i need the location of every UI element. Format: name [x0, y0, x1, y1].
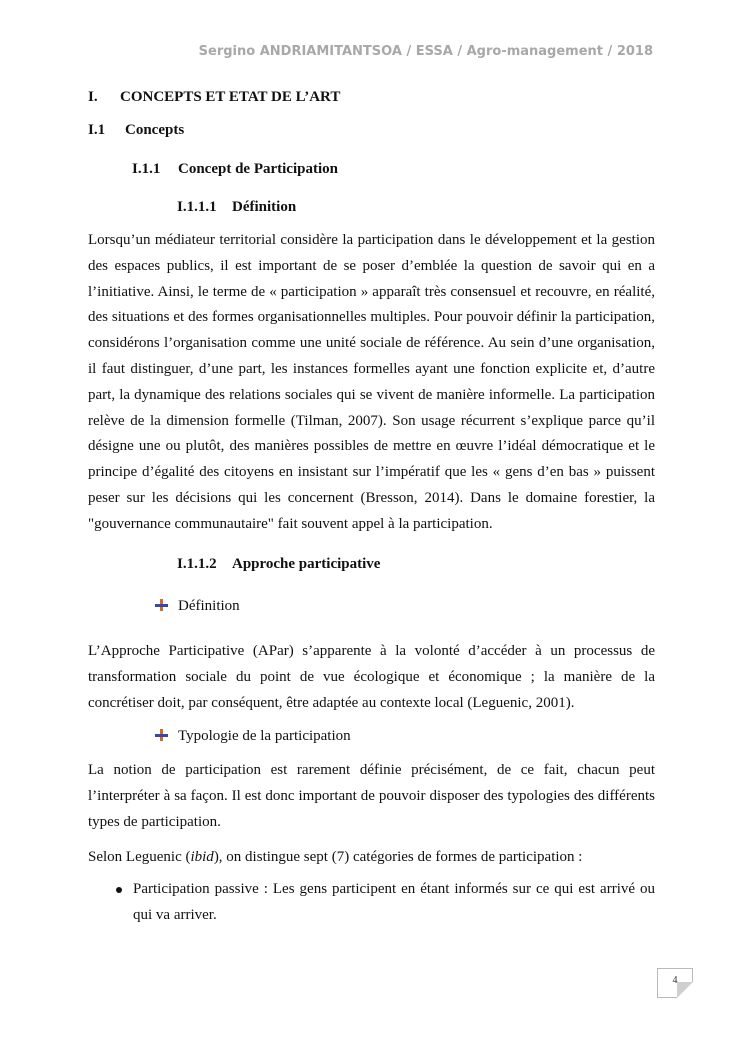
heading-number: I.: [88, 89, 98, 105]
participation-list: [88, 877, 655, 929]
page-fold-icon: [677, 982, 693, 998]
disc-bullet-icon: [116, 887, 122, 893]
heading-number: I.1.1.1: [177, 199, 217, 215]
heading-title: Approche participative: [232, 556, 381, 572]
heading-number: I.1.1: [132, 161, 161, 177]
plus-bullet-icon: [155, 729, 168, 741]
italic-ref: ibid: [190, 849, 214, 865]
heading-level3: [132, 161, 338, 178]
heading-level4: [177, 556, 380, 573]
text-span: Selon Leguenic (: [88, 849, 191, 865]
subhead-definition: [155, 598, 240, 615]
heading-title: Concepts: [125, 122, 185, 138]
list-item: [88, 877, 655, 929]
heading-title: Concept de Participation: [178, 161, 338, 177]
heading-title: CONCEPTS ET ETAT DE L’ART: [120, 89, 341, 105]
page-number: 4: [672, 975, 678, 986]
heading-number: I.1.1.2: [177, 556, 217, 572]
paragraph-selon: [88, 845, 655, 871]
plus-bullet-icon: [155, 599, 168, 611]
heading-title: Définition: [232, 199, 297, 215]
text-span: ), on distingue sept (7) catégories de formes de participation :: [213, 849, 583, 865]
list-item-text: Participation passive : Les gens participent en étant informés sur ce qui est arrivé ou qui va arriver.: [133, 881, 655, 923]
subhead-typologie: [155, 728, 351, 745]
heading-level2: [88, 122, 184, 139]
paragraph-typologie: La notion de participation est rarement définie précisément, de ce fait, chacun peut l’interpréter à sa façon. Il est donc important de pouvoir disposer des typologies des différents types de participation.: [88, 762, 655, 830]
heading-number: I.1: [88, 122, 106, 138]
subhead-label: Définition: [178, 598, 240, 614]
subhead-label: Typologie de la participation: [178, 728, 351, 744]
page-number-box: [657, 968, 693, 998]
running-header: Sergino ANDRIAMITANTSOA / ESSA / Agro-management / 2018: [198, 44, 653, 59]
paragraph-approche: L’Approche Participative (APar) s’apparente à la volonté d’accéder à un processus de transformation sociale du point de vue écologique et économique ; la manière de la concrétiser doit, par conséquent, être adaptée au contexte local (Leguenic, 2001).: [88, 643, 655, 711]
heading-level4: [177, 199, 296, 216]
paragraph-definition: Lorsqu’un médiateur territorial considère la participation dans le développement et la gestion des espaces publics, il est important de se poser d’emblée la question de savoir qui en a l’initiative. Ainsi, le terme de « participation » apparaît très consensuel et recouvre, en réalité, des situations et des formes organisationnelles multiples. Pour pouvoir définir la participation, considérons l’organisation comme une unité sociale de référence. Au sein d’une organisation, il faut distinguer, d’une part, les instances formelles ayant une fonction explicite et, d’autre part, la dynamique des relations sociales qui se vivent de manière informelle. La participation relève de la dimension formelle (Tilman, 2007). Son usage récurrent s’explique parce qu’il désigne une ou plutôt, des manières possibles de mettre en œuvre l’idéal démocratique et le principe d’égalité des citoyens en insistant sur l’impératif que les « gens d’en bas » puissent peser sur les décisions qui les concernent (Bresson, 2014). Dans le domaine forestier, la "gouvernance communautaire" fait souvent appel à la participation.: [88, 232, 655, 532]
heading-level1: [88, 89, 340, 106]
